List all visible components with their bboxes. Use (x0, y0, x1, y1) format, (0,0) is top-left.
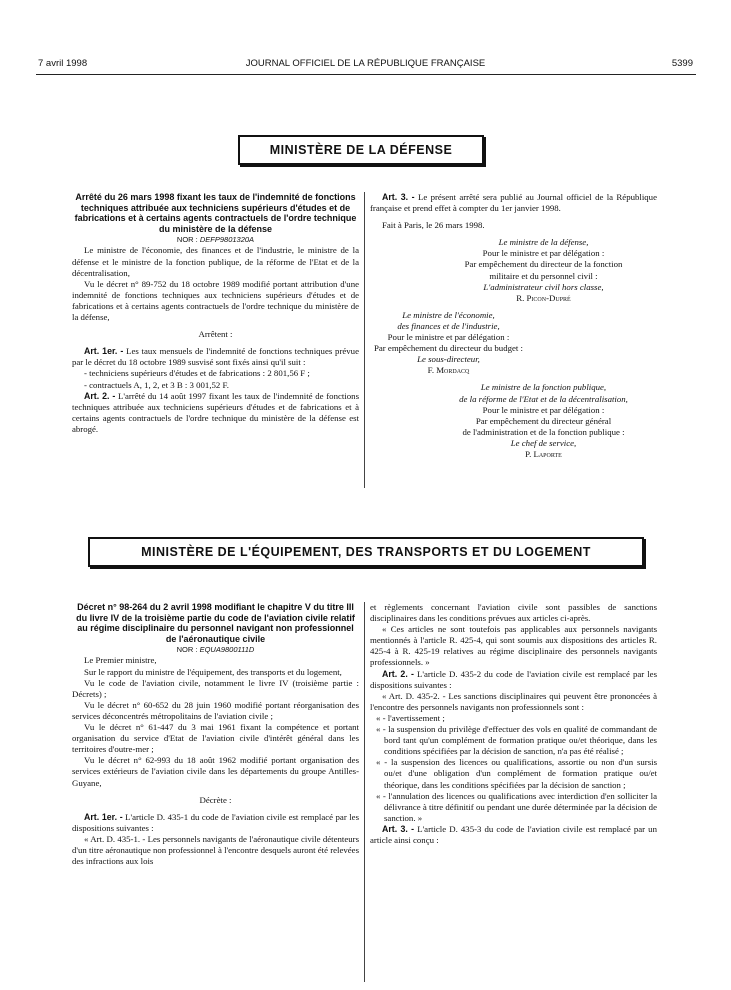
decrete-label: Décrète : (199, 794, 232, 805)
signature-block-defense: Le ministre de la défense, Pour le ministre et par délégation : Par empêchement du directeur de la fonction militaire et du personnel civil : L'administrateur civil hors classe, R. Picon-Dupré (464, 237, 623, 303)
decree-defense-left-column (72, 192, 359, 435)
header-date: 7 avril 1998 (38, 58, 88, 69)
decree-aviation-right-column (370, 602, 657, 846)
list-item: « - l'avertissement ; (376, 712, 445, 723)
paragraph: et règlements concernant l'aviation civile sont passibles de sanctions disciplinaires dans les conditions prévues aux articles ci-après. (370, 602, 657, 624)
list-item: - contractuels A, 1, 2, et 3 B : 3 001,52 F. (84, 379, 229, 390)
signing-place-date: Fait à Paris, le 26 mars 1998. (382, 220, 485, 231)
header-page-number: 5399 (671, 58, 693, 69)
ministry-title-defense: MINISTÈRE DE LA DÉFENSE (238, 135, 484, 165)
paragraph: Vu le code de l'aviation civile, notamment le livre IV (troisième partie : Décrets) ; (72, 677, 359, 699)
header-rule (36, 74, 696, 75)
article-3: Art. 3. - Le présent arrêté sera publié au Journal officiel de la République française et prend effet à compter du 1er janvier 1998. (370, 192, 657, 214)
list-item: « - la suspension du privilège d'effectuer des vols en qualité de commandant de bord tant qu'un complément de formation pratique ou/et théorique, dans les conditions spécifiées par la décision de sanction, n'a pas été réalisé ; (376, 724, 657, 757)
paragraph: Vu le décret n° 60-652 du 28 juin 1960 modifié portant réorganisation des services déconcentrés métropolitains de l'aviation civile ; (72, 699, 359, 721)
paragraph: Vu le décret n° 89-752 du 18 octobre 1989 modifié portant attribution d'une indemnité de fonctions techniques aux techniciens supérieurs d'études et de fabrications et à certains agents contractuels de l'ordre technique du ministère de la défense, (72, 278, 359, 323)
paragraph: Le ministre de l'économie, des finances et de l'industrie, le ministre de la défense et le ministre de la fonction publique, de la réforme de l'Etat et de la décentralisation, (72, 245, 359, 278)
nor-reference: NOR : EQUA9800111D (176, 645, 255, 655)
quoted-article: « Art. D. 435-1. - Les personnels navigants de l'aéronautique civile détenteurs d'un titre aéronautique non professionnel à l'encontre desquels auront été relevées des infractions aux lois (72, 833, 360, 867)
page-header (38, 58, 693, 72)
column-separator (364, 602, 365, 982)
article-1: Art. 1er. - Les taux mensuels de l'indemnité de fonctions techniques prévue par le décret du 18 octobre 1989 susvisé sont fixés ainsi qu'il suit : (72, 346, 359, 368)
list-item: « - l'annulation des licences ou qualifications avec interdiction d'en solliciter la délivrance à titre définitif ou pendant une durée déterminée par la décision de sanction. » (376, 790, 657, 823)
article-3: Art. 3. - L'article D. 435-3 du code de l'aviation civile est remplacé par un article ainsi conçu : (370, 823, 657, 845)
decree-aviation-left-column (72, 602, 359, 867)
paragraph: Vu le décret n° 61-447 du 3 mai 1961 fixant la compétence et portant organisation du service d'Etat de l'aviation civile d'intérêt général dans les territoires d'outre-mer ; (72, 722, 359, 755)
list-item: « - la suspension des licences ou qualifications, assortie ou non d'un sursis ou/et d'une obligation d'un complément de formation pratique ou/et théorique, dans les conditions spécifiées par la décision de sanction ; (376, 757, 657, 790)
paragraph: Vu le décret n° 62-993 du 18 août 1962 modifié portant organisation des services extérieurs de l'aviation civile dans les départements du groupe Antilles-Guyane, (72, 755, 359, 788)
paragraph: Sur le rapport du ministre de l'équipement, des transports et du logement, (84, 666, 342, 677)
paragraph: Le Premier ministre, (84, 655, 157, 666)
signature-block-public-service: Le ministre de la fonction publique, de la réforme de l'Etat et de la décentralisation, Pour le ministre et par délégation : Par empêchement du directeur général de l'administration et de la fonction publique : Le chef de service, P. Laporte (459, 382, 628, 459)
decree-title: Décret n° 98-264 du 2 avril 1998 modifiant le chapitre V du titre III du livre IV de la troisième partie du code de l'aviation civile relatif au régime disciplinaire du personnel navigant non professionnel de l'aéronautique civile (76, 602, 355, 644)
paragraph: « Ces articles ne sont toutefois pas applicables aux personnels navigants mentionnés à l'article R. 425-4, qui sont soumis aux dispositions des articles R. 425-4 à R. 425-19 relatives au régime disciplinaire des personnels navigants professionnels. » (370, 624, 657, 668)
ministry-title-equipment: MINISTÈRE DE L'ÉQUIPEMENT, DES TRANSPORTS ET DU LOGEMENT (88, 537, 644, 567)
article-1: Art. 1er. - L'article D. 435-1 du code de l'aviation civile est remplacé par les dispositions suivantes : (72, 811, 359, 833)
signature-block-economy: Le ministre de l'économie, des finances et de l'industrie, Pour le ministre et par délégation : Par empêchement du directeur du budget : Le sous-directeur, F. Mordacq (373, 309, 523, 376)
decree-title: Arrêté du 26 mars 1998 fixant les taux de l'indemnité de fonctions techniques attribuée aux techniciens supérieurs d'études et de fabrications et à certains agents contractuels de l'ordre technique du ministère de la défense (74, 192, 357, 234)
article-2: Art. 2. - L'arrêté du 14 août 1997 fixant les taux de l'indemnité de fonctions techniques attribuée aux techniciens supérieurs d'études et de fabrications et à certains agents contractuels de l'ordre technique du ministère de la défense est abrogé. (72, 390, 359, 434)
article-2: Art. 2. - L'article D. 435-2 du code de l'aviation civile est remplacé par les dispositions suivantes : (370, 668, 658, 690)
column-separator (364, 192, 365, 488)
nor-reference: NOR : DEFP9801320A (176, 235, 255, 245)
quoted-article: « Art. D. 435-2. - Les sanctions disciplinaires qui peuvent être prononcées à l'encontre des personnels navigants non professionnels sont : (370, 690, 657, 712)
list-item: - techniciens supérieurs d'études et de fabrications : 2 801,56 F ; (84, 368, 310, 379)
decree-defense-right-column (370, 192, 657, 460)
arretent-label: Arrêtent : (198, 329, 233, 340)
header-journal-title: JOURNAL OFFICIEL DE LA RÉPUBLIQUE FRANÇAISE (245, 58, 486, 69)
